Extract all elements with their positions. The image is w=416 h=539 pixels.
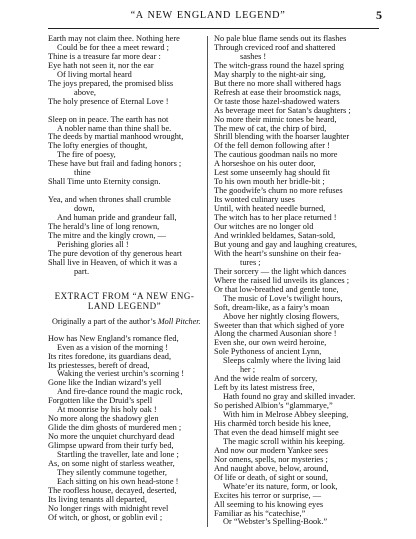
poem-line: Familiar as his “catechise,” (214, 509, 306, 518)
poem-line: Its wonted culinary uses (214, 196, 295, 205)
poem-line: Shall Time unto Eternity consign. (48, 178, 161, 187)
poem-line: They silently commune together, (57, 468, 167, 477)
poem-line: Sleeps calmly where the living laid (223, 357, 341, 366)
poem-line: And wrinkled beldames, Satan-sold, (214, 231, 336, 240)
poem-line: Gone like the Indian wizard’s yell (48, 379, 162, 388)
poem-line: No more their mimic tones be heard, (214, 115, 337, 124)
poem-line: Thine is a treasure far more dear : (48, 52, 161, 61)
poem-line: thine (74, 169, 91, 178)
poem-line: Or taste those hazel-shadowed waters (214, 97, 340, 106)
poem-line: The pure devotion of thy generous heart (48, 249, 182, 258)
poem-line: Each sitting on his own head-stone ! (57, 477, 179, 486)
poem-line: The goodwife’s churn no more refuses (214, 187, 343, 196)
poem-line: The herald’s line of long renown, (48, 222, 160, 231)
poem-line: The mitre and the kingly crown, — (48, 231, 166, 240)
poem-line: Through creviced roof and shattered (214, 43, 336, 52)
poem-line: Of the fell demon following after ! (214, 142, 330, 151)
poem-line: Hath found no gray and skilled invader. (223, 393, 356, 402)
poem-line: His charmèd torch beside his knee, (214, 419, 331, 428)
poem-line: Sweeter than that which sighed of yore (214, 321, 345, 330)
column-divider (207, 36, 208, 527)
stanza-break (48, 187, 201, 196)
poem-line: Whate’er its nature, form, or look, (223, 482, 338, 491)
poem-line: But young and gay and laughing creatures, (214, 240, 357, 249)
poem-line: The deeds by martial manhood wrought, (48, 133, 184, 142)
poem-line: Sole Pythoness of ancient Lynn, (214, 348, 322, 357)
poem-line: Above her nightly closing flowers, (223, 312, 340, 321)
poem-line: Sleep on in peace. The earth has not (48, 115, 169, 124)
poem-line: Glimpse upward from their turfy bed, (48, 442, 174, 451)
poem-line: And human pride and grandeur fall, (57, 214, 177, 223)
poem-line: And naught above, below, around, (214, 464, 329, 473)
poem-line: Left by its latest mistress free, (214, 384, 315, 393)
extract-note-work-title: Moll Pitcher. (157, 316, 201, 326)
poem-line: Where the raised lid unveils its glances ; (214, 276, 350, 285)
poem-line: The mew of cat, the chirp of bird, (214, 124, 327, 133)
header-rule (48, 28, 379, 29)
poem-line: No longer rings with midnight revel (48, 504, 169, 513)
extract-poem (48, 335, 201, 523)
poem-line: No more along the shadowy glen (48, 415, 159, 424)
poem-line: Even she, our own weird heroine, (214, 339, 327, 348)
poem-line: The cautious goodman nails no more (214, 151, 338, 160)
page-header (0, 4, 416, 26)
poem-line: The magic scroll within his keeping. (223, 437, 345, 446)
poem-line: Nor omens, spells, nor mysteries ; (214, 455, 328, 464)
poem-line: The holy presence of Eternal Love ! (48, 97, 169, 106)
poem-line: The roofless house, decayed, deserted, (48, 486, 177, 495)
left-column (48, 35, 201, 523)
poem-line: Could be for thee a meet reward ; (57, 43, 169, 52)
poem-line: Or “Webster’s Spelling-Book.” (223, 518, 328, 527)
poem-line: A horseshoe on his outer door, (214, 160, 316, 169)
poem-line: Forgotten like the Druid’s spell (48, 397, 153, 406)
stanza-break (48, 107, 201, 116)
poem-line: But there no more shall withered hags (214, 79, 341, 88)
poem-line: her ; (240, 366, 256, 375)
poem-line: Earth may not claim thee. Nothing here (48, 35, 180, 43)
poem-line: Even as a vision of the morning ! (57, 343, 168, 352)
poem-line: Its priestesses, bereft of dread, (48, 361, 150, 370)
poem-line: That even the dead himself might see (214, 428, 339, 437)
running-title: “A NEW ENGLAND LEGEND” (130, 10, 286, 21)
poem-line: Of life or death, of sight or sound, (214, 473, 328, 482)
poem-line: tures ; (240, 258, 261, 267)
poem-line: And fire-dance round the magic rock, (57, 388, 183, 397)
extract-note (48, 317, 201, 326)
poem-line: The lofty energies of thought, (48, 142, 148, 151)
poem-line: At moonrise by his holy oak ! (57, 406, 157, 415)
poem-line: Its rites foredone, its guardians dead, (48, 352, 172, 361)
extract-note-text: Originally a part of the author’s (52, 316, 156, 326)
poem-line: The witch has to her place returned ! (214, 214, 337, 223)
poem-line: All seeming to his knowing eyes (214, 500, 324, 509)
extract-title-line-2: LAND LEGEND” (87, 301, 162, 312)
poem-line: Soft, dream-like, as a fairy’s moan (214, 303, 330, 312)
poem-line: Refresh at ease their broomstick nags, (214, 88, 341, 97)
poem-line: As, on some night of starless weather, (48, 459, 175, 468)
poem-line: Of living mortal heard (57, 70, 132, 79)
poem-line: Their sorcery — the light which dances (214, 267, 347, 276)
poem-line: And now our modern Yankee sees (214, 446, 329, 455)
poem-line: No more the unquiet churchyard dead (48, 433, 175, 442)
poem-line: And the wide realm of sorcery, (214, 375, 318, 384)
poem-line: The music of Love’s twilight hours, (223, 294, 343, 303)
poem-line: The witch-grass round the hazel spring (214, 61, 344, 70)
poem-line: down, (74, 205, 95, 214)
poem-line: A nobler name than thine shall be. (57, 124, 172, 133)
poem-line: Startling the traveller, late and lone ; (57, 451, 179, 460)
poem-stanzas (48, 35, 201, 277)
poem-line: As beverage meet for Satan’s daughters ; (214, 106, 351, 115)
poem-line: Its living tenants all departed, (48, 495, 147, 504)
poem-line: Perishing glories all ! (57, 240, 129, 249)
poem-line: To his own mouth her bridle-bit ; (214, 178, 325, 187)
poem-line: Shrill blending with the hoarser laughter (214, 133, 350, 142)
poem-line: No pale blue flame sends out its flashes (214, 35, 347, 43)
poem-line: Glide the dim ghosts of murdered men ; (48, 424, 182, 433)
poem-line: above, (74, 88, 97, 97)
poem-line: These have but frail and fading honors ; (48, 160, 182, 169)
poem-line: Until, with heated needle burned, (214, 205, 326, 214)
poem-line: Along the charmed Ausonian shore ! (214, 330, 337, 339)
poem-line: part. (74, 267, 90, 276)
poem-line: sashes ! (240, 52, 267, 61)
poem-line: So perished Albion’s “glammarye,” (214, 402, 333, 411)
poem-line: Or that low-breathed and gentle tone, (214, 285, 339, 294)
poem-line: With him in Melrose Abbey sleeping, (223, 411, 349, 420)
extract-title (48, 291, 201, 312)
poem-line: Our witches are no longer old (214, 223, 314, 232)
poem-line: May sharply to the night-air sing, (214, 70, 326, 79)
poem-line: With the heart’s sunshine on their fea- (214, 249, 342, 258)
poem-line: Excites his terror or surprise, — (214, 491, 322, 500)
poem-line: How has New England’s romance fled, (48, 334, 179, 343)
poem-line: Shall live in Heaven, of which it was a (48, 258, 178, 267)
poem-line: Waking the veriest urchin’s scorning ! (57, 370, 185, 379)
page-number: 5 (376, 8, 382, 22)
right-column (214, 35, 382, 527)
extract-title-line-1: EXTRACT FROM “A NEW ENG- (54, 290, 195, 301)
poem-line: Eye hath not seen it, nor the ear (48, 61, 154, 70)
poem-line: The fire of poesy, (57, 151, 116, 160)
poem-line: The joys prepared, the promised bliss (48, 79, 174, 88)
poem-line: Of witch, or ghost, or goblin evil ; (48, 513, 163, 522)
extract-poem-continued (214, 35, 382, 527)
poem-line: Lest some unseemly hag should fit (214, 169, 331, 178)
poem-line: Yea, and when thrones shall crumble (48, 196, 171, 205)
